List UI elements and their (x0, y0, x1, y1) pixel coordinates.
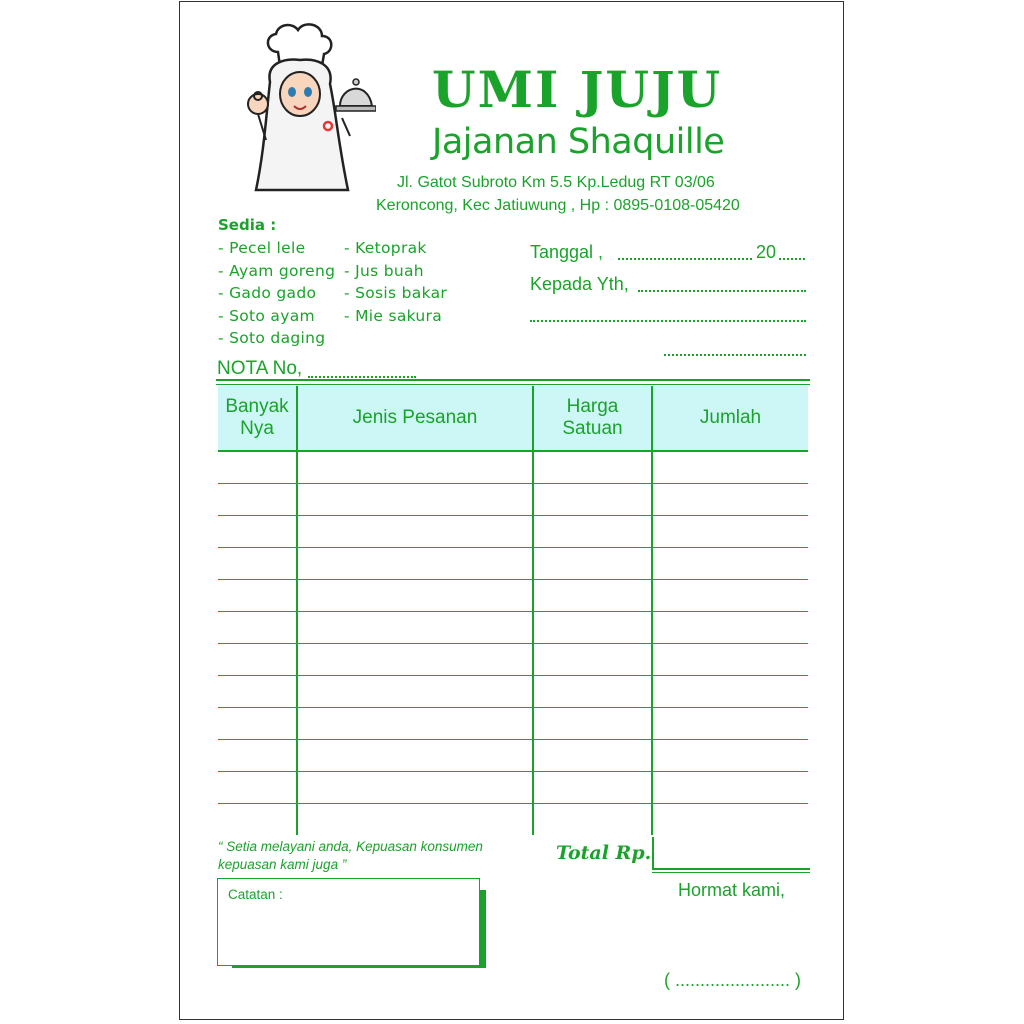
menu-item: - Soto daging (218, 329, 326, 347)
nota-label: NOTA No, (217, 358, 303, 379)
chef-mascot-icon (236, 22, 376, 197)
signature-line: ( ....................... ) (664, 970, 802, 990)
table-cell[interactable] (652, 580, 808, 612)
table-cell[interactable] (297, 740, 533, 772)
table-row (218, 804, 808, 836)
table-row (218, 516, 808, 548)
menu-item: - Soto ayam (218, 306, 315, 325)
table-cell[interactable] (533, 612, 652, 644)
table-row (218, 580, 808, 612)
tanggal-label: Tanggal , (530, 242, 604, 262)
extra-blank (664, 354, 806, 356)
menu-item: - Gado gado (218, 284, 317, 302)
table-cell[interactable] (218, 708, 297, 740)
table-row (218, 772, 808, 804)
nota-blank (308, 376, 416, 378)
table-cell[interactable] (533, 708, 652, 740)
table-cell[interactable] (652, 548, 808, 580)
table-cell[interactable] (533, 451, 652, 484)
table-cell[interactable] (533, 804, 652, 836)
table-row (218, 644, 808, 676)
brand-subtitle: Jajanan Shaquille (432, 122, 725, 162)
menu-item: - Sosis bakar (344, 284, 448, 302)
table-cell[interactable] (297, 516, 533, 548)
table-header-row (218, 386, 808, 451)
table-cell[interactable] (533, 772, 652, 804)
motto: “ Setia melayani anda, Kepuasan konsumen kepuasan kami juga ” (218, 839, 483, 872)
divider-top (216, 379, 810, 381)
address-line-1: Jl. Gatot Subroto Km 5.5 Kp.Ledug RT 03/06 (397, 174, 715, 191)
table-row (218, 548, 808, 580)
table-cell[interactable] (297, 708, 533, 740)
table-cell[interactable] (652, 516, 808, 548)
table-cell[interactable] (297, 772, 533, 804)
table-cell[interactable] (533, 644, 652, 676)
table-cell[interactable] (652, 644, 808, 676)
table-cell[interactable] (533, 676, 652, 708)
table-cell[interactable] (297, 484, 533, 516)
receipt-page (179, 1, 844, 1020)
order-table (218, 386, 808, 835)
total-underline-thin (652, 872, 810, 873)
kepada-label: Kepada Yth, (530, 274, 629, 294)
year-blank (779, 258, 805, 260)
address-blank (530, 320, 806, 322)
table-cell[interactable] (218, 516, 297, 548)
table-body (218, 451, 808, 835)
address-line-2: Keroncong, Kec Jatiuwung , Hp : 0895-0108-05420 (376, 197, 740, 214)
total-cell-border (652, 837, 654, 869)
table-cell[interactable] (218, 804, 297, 836)
menu-item: - Ayam goreng (218, 261, 336, 280)
column-header-amount: Jumlah (652, 386, 808, 451)
menu-column-1 (218, 237, 335, 350)
table-cell[interactable] (652, 676, 808, 708)
kepada-blank (638, 290, 806, 292)
notes-box (217, 878, 480, 966)
table-cell[interactable] (218, 676, 297, 708)
table-cell[interactable] (218, 451, 297, 484)
table-cell[interactable] (297, 804, 533, 836)
menu-title: Sedia : (218, 216, 277, 234)
menu-item: - Ketoprak (344, 239, 427, 257)
table-cell[interactable] (652, 772, 808, 804)
brand-title: UMI JUJU (432, 60, 723, 119)
table-cell[interactable] (297, 612, 533, 644)
table-cell[interactable] (533, 740, 652, 772)
menu-item: - Mie sakura (344, 306, 443, 325)
table-cell[interactable] (218, 644, 297, 676)
table-cell[interactable] (297, 451, 533, 484)
notes-label: Catatan : (228, 887, 283, 902)
column-header-item: Jenis Pesanan (297, 386, 533, 451)
table-cell[interactable] (218, 772, 297, 804)
divider-top-thin (216, 384, 810, 385)
column-header-price: Harga Satuan (533, 386, 652, 451)
menu-item: - Jus buah (344, 261, 424, 280)
table-row (218, 484, 808, 516)
tanggal-year: 20 (756, 242, 777, 262)
table-cell[interactable] (533, 484, 652, 516)
closing-text: Hormat kami, (678, 880, 786, 900)
total-label: Total Rp. (556, 842, 652, 864)
table-cell[interactable] (218, 548, 297, 580)
table-cell[interactable] (218, 580, 297, 612)
table-cell[interactable] (218, 484, 297, 516)
table-cell[interactable] (297, 644, 533, 676)
tanggal-blank (618, 258, 752, 260)
table-cell[interactable] (652, 484, 808, 516)
table-row (218, 708, 808, 740)
table-cell[interactable] (652, 740, 808, 772)
table-cell[interactable] (297, 548, 533, 580)
column-header-qty: Banyak Nya (218, 386, 297, 451)
table-cell[interactable] (218, 612, 297, 644)
table-cell[interactable] (218, 740, 297, 772)
table-cell[interactable] (652, 804, 808, 836)
table-cell[interactable] (652, 708, 808, 740)
table-cell[interactable] (533, 516, 652, 548)
total-underline (652, 868, 810, 870)
table-cell[interactable] (533, 580, 652, 612)
table-row (218, 612, 808, 644)
table-cell[interactable] (297, 676, 533, 708)
table-cell[interactable] (652, 451, 808, 484)
table-row (218, 676, 808, 708)
table-row (218, 451, 808, 484)
table-cell[interactable] (652, 612, 808, 644)
table-cell[interactable] (297, 580, 533, 612)
table-cell[interactable] (533, 548, 652, 580)
menu-column-2 (344, 237, 447, 327)
table-row (218, 740, 808, 772)
menu-item: - Pecel lele (218, 239, 306, 257)
